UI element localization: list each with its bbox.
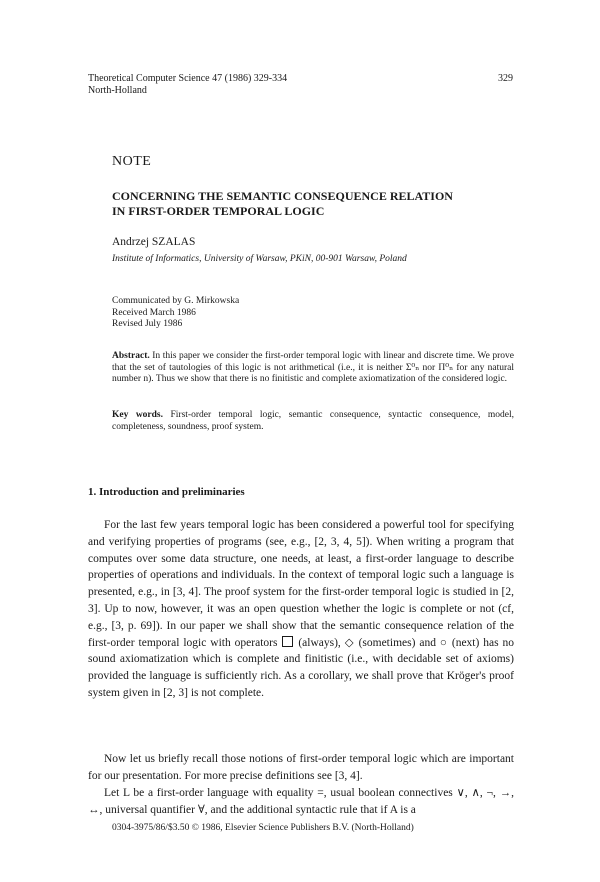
author: Andrzej SZALAS <box>112 236 196 248</box>
affiliation: Institute of Informatics, University of Warsaw, PKiN, 00-901 Warsaw, Poland <box>112 254 407 264</box>
submission-dates <box>112 296 239 331</box>
paragraph-2: Now let us briefly recall those notions of first-order temporal logic which are important for our presentation. For more precise definitions see [3, 4]. <box>88 753 514 782</box>
received-date: Received March 1986 <box>112 307 196 318</box>
publisher: North-Holland <box>88 85 147 96</box>
article-type: NOTE <box>112 154 152 169</box>
next-operator-icon: ○ <box>439 636 448 649</box>
title-line-2: IN FIRST-ORDER TEMPORAL LOGIC <box>112 204 325 218</box>
abstract-label: Abstract. <box>112 351 150 361</box>
paragraph-1-part-2: (next) has no sound axiomatization which is complete and finitistic (i.e., with decidable set of axioms) provided the language is sufficiently rich. As a corollary, we shall prove that Kröger's proof system given in [2, 3] is not complete. <box>88 636 515 699</box>
paragraph-1 <box>88 517 514 702</box>
abstract-text: In this paper we consider the first-order temporal logic with linear and discrete time. We prove that the set of tautologies of this logic is not arithmetical (i.e., it is neither Σ⁰ₙ nor Π⁰ₙ for any natural number n). Thus we show that there is no finitistic and complete axiomatization of the considered logic. <box>112 351 514 384</box>
copyright-footer: 0304-3975/86/$3.50 © 1986, Elsevier Science Publishers B.V. (North-Holland) <box>112 823 414 833</box>
paragraph-3: Let L be a first-order language with equality =, usual boolean connectives ∨, ∧, ¬, →, ↔, universal quantifier ∀, and the additional syntactic rule that if A is a <box>88 787 514 816</box>
journal-header <box>88 73 287 97</box>
op-always-text: (always), <box>298 636 341 649</box>
page-number: 329 <box>498 73 513 84</box>
sometimes-operator-icon: ◇ <box>344 636 355 649</box>
keywords <box>112 410 514 433</box>
title-line-1: CONCERNING THE SEMANTIC CONSEQUENCE RELATION <box>112 189 453 203</box>
revised-date: Revised July 1986 <box>112 319 183 329</box>
communicated-by: Communicated by G. Mirkowska <box>112 296 240 306</box>
abstract <box>112 351 514 386</box>
keywords-label: Key words. <box>112 410 164 420</box>
article-title <box>112 189 522 219</box>
keywords-text: First-order temporal logic, semantic consequence, syntactic consequence, model, completeness, soundness, proof system. <box>112 410 514 432</box>
op-sometimes-text: (sometimes) and <box>358 636 436 649</box>
journal-citation: Theoretical Computer Science 47 (1986) 329-334 <box>88 73 288 84</box>
always-operator-icon <box>282 636 293 647</box>
paragraph-1-part-1: For the last few years temporal logic has been considered a powerful tool for specifying and verifying properties of programs (see, e.g., [2, 3, 4, 5]). When writing a program that computes over some data structure, one needs, at least, a first-order language to describe properties of operations and individuals. In the context of temporal logic such a language is presented, e.g., in [3, 4]. The proof system for the first-order temporal logic is studied in [2, 3]. Up to now, however, it was an open question whether the logic is complete or not (cf, e.g., [3, p. 69]). In our paper we shall show that the semantic consequence relation of the first-order temporal logic with operators <box>88 519 514 649</box>
section-heading: 1. Introduction and preliminaries <box>88 486 245 498</box>
